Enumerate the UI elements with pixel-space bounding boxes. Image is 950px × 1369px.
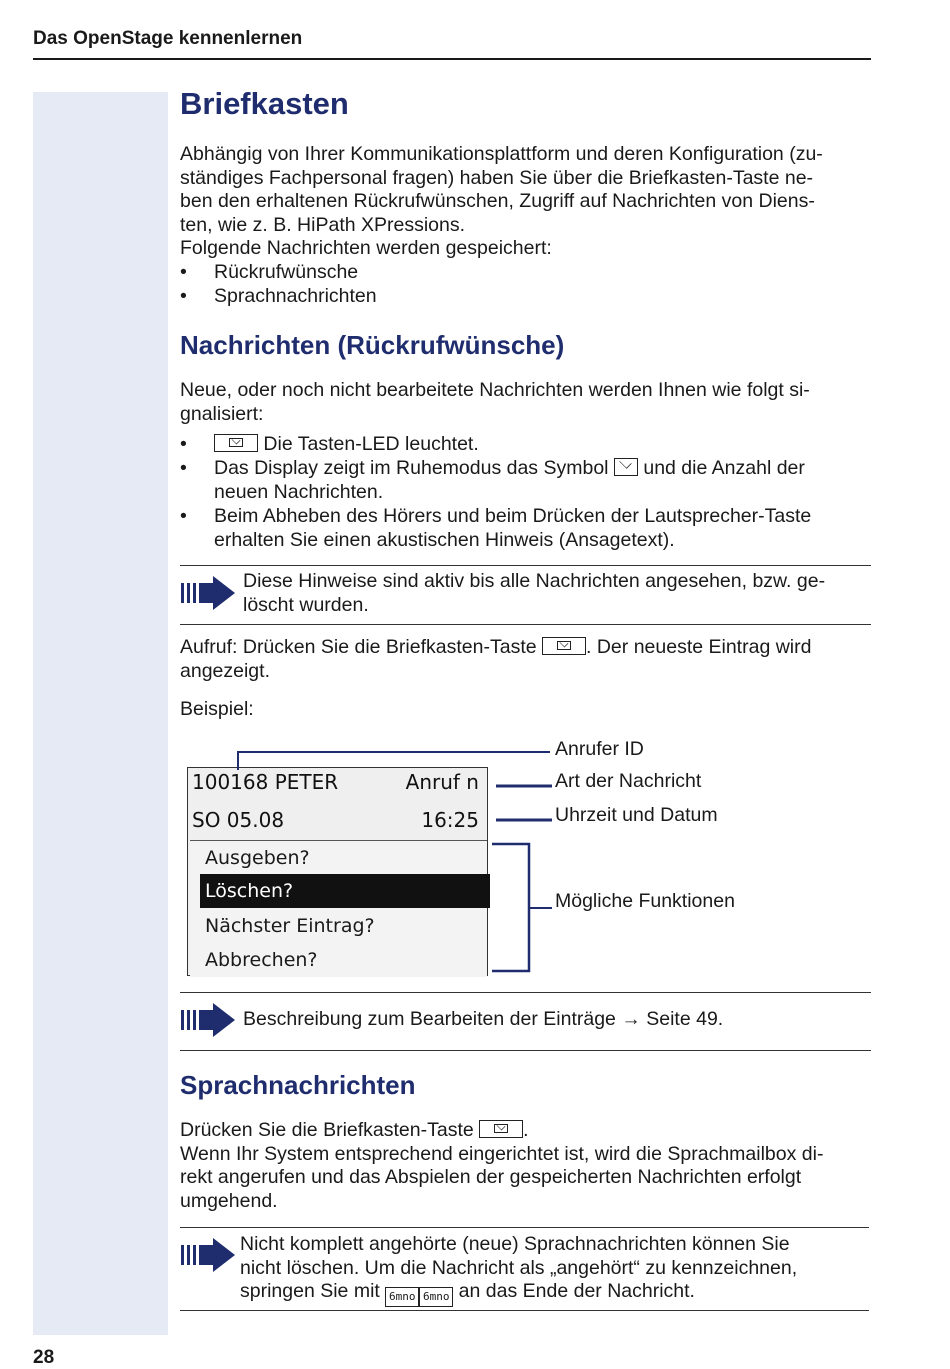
header-rule [33, 58, 871, 60]
text-line: ben den erhaltenen Rückrufwünschen, Zugriff auf Nachrichten von Diens- [180, 190, 815, 212]
menu-item-naechster[interactable]: Nächster Eintrag? [205, 915, 375, 937]
list-item: • Das Display zeigt im Ruhemodus das Symbol und die Anzahl der neuen Nachrichten. [180, 457, 805, 503]
note-arrow-icon [180, 1238, 236, 1272]
callout-functions: Mögliche Funktionen [555, 890, 735, 912]
intro-paragraph-2: Neue, oder noch nicht bearbeitete Nachrichten werden Ihnen wie folgt si- gnalisiert: [180, 379, 810, 425]
menu-item-ausgeben[interactable]: Ausgeben? [205, 847, 310, 869]
mailbox-key-icon [542, 637, 586, 655]
key-6-icon: 6mno [385, 1287, 419, 1307]
date-text: SO 05.08 [192, 808, 285, 832]
mailbox-key-icon [479, 1120, 523, 1138]
aufruf-paragraph: Aufruf: Drücken Sie die Briefkasten-Taste . Der neueste Eintrag wird angezeigt. [180, 636, 812, 682]
sprach-paragraph: Drücken Sie die Briefkasten-Taste . Wenn Ihr System entsprechend eingerichtet ist, wird die Sprachmailbox di- rekt angerufen und das Abspielen der gespeicherten Nachrichten erfolgt umgehend. [180, 1119, 824, 1212]
callout-time: Uhrzeit und Datum [555, 804, 718, 826]
list-item: • Sprachnachrichten [180, 285, 377, 307]
note-text: Diese Hinweise sind aktiv bis alle Nachrichten angesehen, bzw. ge- löscht wurden. [243, 570, 826, 616]
page-number: 28 [33, 1347, 55, 1368]
page-reference-link[interactable]: Seite 49. [646, 1008, 724, 1030]
callout-type: Art der Nachricht [555, 770, 702, 792]
divider [180, 624, 871, 625]
divider [180, 992, 871, 993]
example-label: Beispiel: [180, 698, 254, 720]
key-6-icon: 6mno [419, 1287, 453, 1307]
divider [180, 565, 871, 566]
section-title-nachrichten: Nachrichten (Rückrufwünsche) [180, 330, 565, 360]
intro-paragraph [180, 143, 872, 261]
list-item: • Beim Abheben des Hörers und beim Drücken der Lautsprecher-Taste erhalten Sie einen akustischen Hinweis (Ansagetext). [180, 505, 812, 551]
section-title-briefkasten: Briefkasten [180, 86, 349, 121]
divider [180, 1310, 869, 1311]
section-title-sprachnachrichten: Sprachnachrichten [180, 1070, 416, 1100]
message-type-text: Anruf n [405, 770, 479, 794]
callout-caller-id: Anrufer ID [555, 738, 644, 760]
page-header-title: Das OpenStage kennenlernen [33, 28, 303, 49]
note-text: Nicht komplett angehörte (neue) Sprachnachrichten können Sie nicht löschen. Um die Nachricht als „angehört“ zu kennzeichnen, springen Sie mit 6mno 6mno an das Ende der Nachricht. [240, 1233, 872, 1307]
envelope-icon [614, 458, 638, 476]
time-text: 16:25 [421, 808, 479, 832]
text-line: ständiges Fachpersonal fragen) haben Sie über die Briefkasten-Taste ne- [180, 166, 814, 189]
text-line: Folgende Nachrichten werden gespeichert: [180, 237, 552, 259]
list-item: • Rückrufwünsche [180, 261, 359, 283]
callout-lines [230, 740, 560, 980]
text-line: Abhängig von Ihrer Kommunikationsplattform und deren Konfiguration (zu- [180, 143, 823, 165]
divider [180, 1227, 869, 1228]
margin-column [33, 92, 168, 1335]
list-item: • Die Tasten-LED leuchtet. [180, 433, 479, 455]
mailbox-key-icon [214, 434, 258, 452]
note-text: Beschreibung zum Bearbeiten der Einträge → Seite 49. [243, 1008, 724, 1030]
divider [180, 1050, 871, 1051]
caller-id-text: 100168 PETER [192, 770, 339, 794]
note-arrow-icon [180, 1003, 236, 1037]
text-line: ten, wie z. B. HiPath XPressions. [180, 213, 466, 236]
note-arrow-icon [180, 576, 236, 610]
menu-item-abbrechen[interactable]: Abbrechen? [205, 949, 318, 971]
menu-item-loeschen[interactable]: Löschen? [200, 874, 490, 908]
arrow-right-icon: → [621, 1008, 641, 1030]
